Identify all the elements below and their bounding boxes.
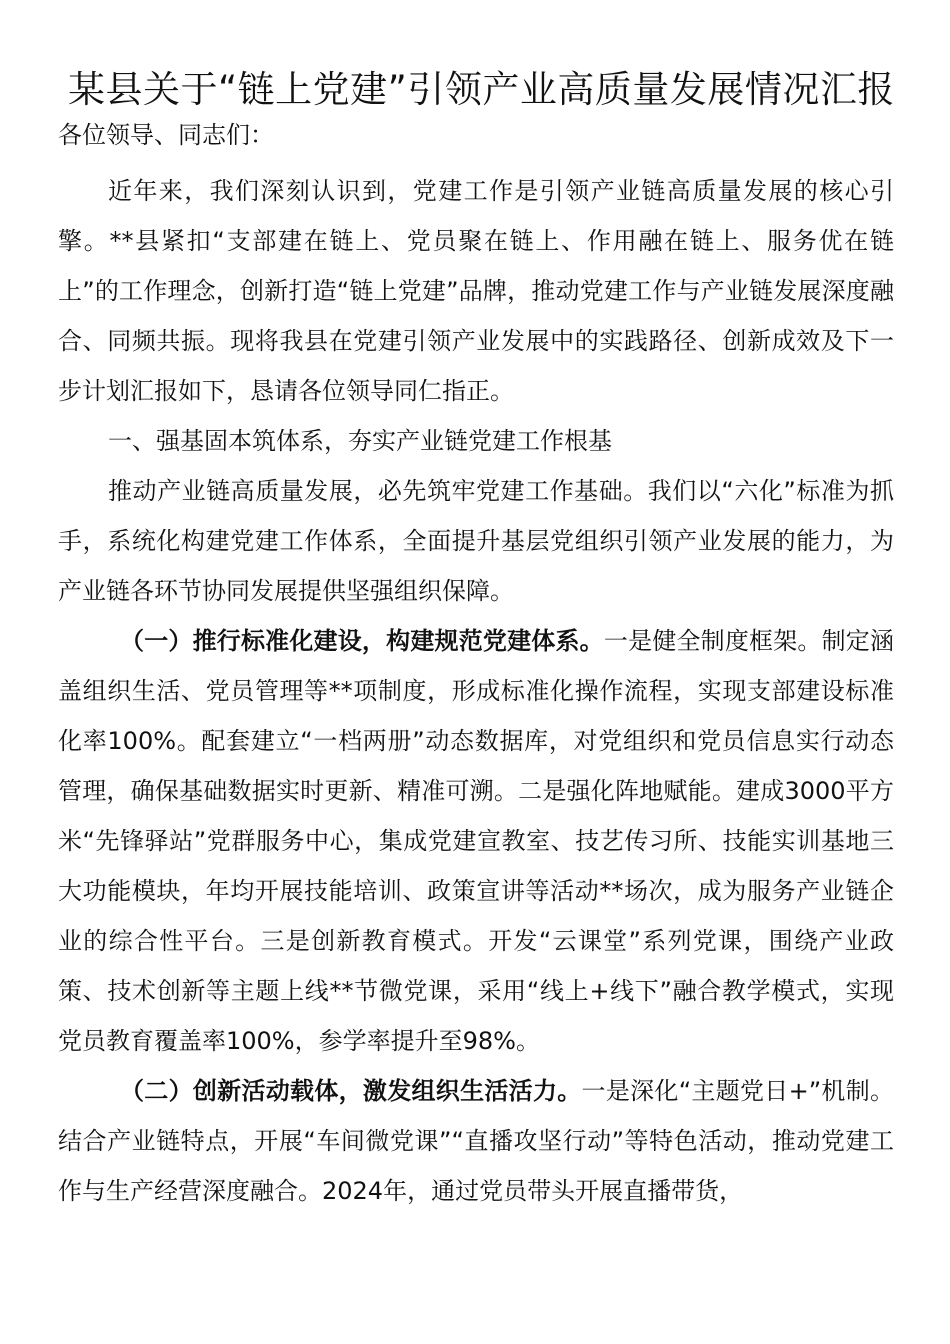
subsection-1-body: 一是健全制度框架。制定涵盖组织生活、党员管理等**项制度，形成标准化操作流程，实现支部建设标准化率100%。配套建立“一档两册”动态数据库，对党组织和党员信息实行动态管理，确保基础数据实时更新、精准可溯。二是强化阵地赋能。建成3000平方米“先锋驿站”党群服务中心，集成党建宣教室、技艺传习所、技能实训基地三大功能模块，年均开展技能培训、政策宣讲等活动**场次，成为服务产业链企业的综合性平台。三是创新教育模式。开发“云课堂”系列党课，围绕产业政策、技术创新等主题上线**节微党课，采用“线上+线下”融合教学模式，实现党员教育覆盖率100%，参学率提升至98%。 xyxy=(58,627,895,1055)
subsection-1-paragraph xyxy=(58,616,894,1066)
subsection-2-paragraph xyxy=(58,1066,894,1216)
subsection-2-body: 一是深化“主题党日+”机制。结合产业链特点，开展“车间微党课”“直播攻坚行动”等特色活动，推动党建工作与生产经营深度融合。2024年，通过党员带头开展直播带货， xyxy=(58,1077,894,1205)
document-title: 某县关于“链上党建”引领产业高质量发展情况汇报 xyxy=(68,68,895,111)
intro-paragraph: 近年来，我们深刻认识到，党建工作是引领产业链高质量发展的核心引擎。**县紧扣“支部建在链上、党员聚在链上、作用融在链上、服务优在链上”的工作理念，创新打造“链上党建”品牌，推动党建工作与产业链发展深度融合、同频共振。现将我县在党建引领产业发展中的实践路径、创新成效及下一步计划汇报如下，恳请各位领导同仁指正。 xyxy=(58,177,894,405)
subsection-1-heading: （一）推行标准化建设，构建规范党建体系。 xyxy=(120,627,604,655)
section-1-heading: 一、强基固本筑体系，夯实产业链党建工作根基 xyxy=(108,427,612,455)
section-1-intro-paragraph: 推动产业链高质量发展，必先筑牢党建工作基础。我们以“六化”标准为抓手，系统化构建党建工作体系，全面提升基层党组织引领产业发展的能力，为产业链各环节协同发展提供坚强组织保障。 xyxy=(58,477,894,605)
subsection-2-heading: （二）创新活动载体，激发组织生活活力。 xyxy=(120,1077,582,1105)
salutation: 各位领导、同志们： xyxy=(58,121,274,149)
document-page xyxy=(58,66,894,1216)
